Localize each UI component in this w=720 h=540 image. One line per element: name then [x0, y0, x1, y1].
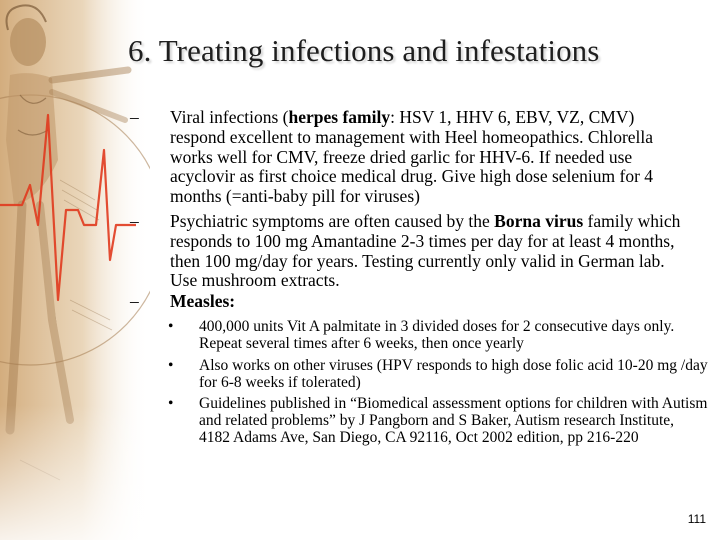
list-item-text: [170, 292, 690, 312]
figure-illustration: [0, 0, 150, 540]
text-post: family which responds to 100 mg Amantadine 2-3 times per day for at least 4 months, then 100 mg/day for years. Testing currently only valid in German lab. Use mushroom extracts.: [170, 211, 681, 291]
dash-bullet: –: [130, 211, 139, 231]
slide-title: 6. Treating infections and infestations: [128, 33, 600, 68]
dash-bullet: –: [130, 107, 139, 127]
text-post: : HSV 1, HHV 6, EBV, VZ, CMV) respond excellent to management with Heel homeopathics. Chlorella works well for CMV, freeze dried garlic for HHV-6. If needed use acyclovir as first choice medical drug. Give high dose selenium for 4 months (=anti-baby pill for viruses): [170, 107, 654, 207]
text-pre: Viral infections (: [170, 107, 289, 127]
text-bold: Borna virus: [494, 211, 584, 231]
sub-item-text: 400,000 units Vit A palmitate in 3 divided doses for 2 consecutive days only. Repeat several times after 6 weeks, then once yearly: [199, 318, 675, 353]
round-bullet: •: [168, 318, 174, 335]
sub-item-vitamin-a: [168, 318, 708, 352]
text-bold: herpes family: [288, 107, 391, 127]
round-bullet: •: [168, 395, 174, 412]
round-bullet: •: [168, 357, 174, 374]
list-item-borna-virus: [130, 212, 690, 291]
sub-item-other-viruses: [168, 357, 708, 391]
decorative-figure-image: [0, 0, 150, 540]
list-item-measles: [130, 292, 690, 312]
sub-item-text: Guidelines published in “Biomedical assessment options for children with Autism and related problems” by J Pangborn and S Baker, Autism research Institute, 4182 Adams Ave, San Diego, CA 92116, Oct 2002 edition, pp 216-220: [199, 395, 708, 447]
page-number: 111: [687, 512, 706, 526]
list-item-viral-infections: [130, 108, 690, 207]
dash-bullet: –: [130, 291, 139, 311]
sub-item-text: Also works on other viruses (HPV responds to high dose folic acid 10-20 mg /day for 6-8 weeks if tolerated): [199, 357, 708, 392]
list-item-text: [170, 108, 690, 207]
text-pre: Psychiatric symptoms are often caused by the: [170, 211, 495, 231]
list-item-text: [170, 212, 690, 291]
text-bold: Measles:: [170, 291, 236, 311]
sub-item-guidelines: [168, 395, 708, 447]
